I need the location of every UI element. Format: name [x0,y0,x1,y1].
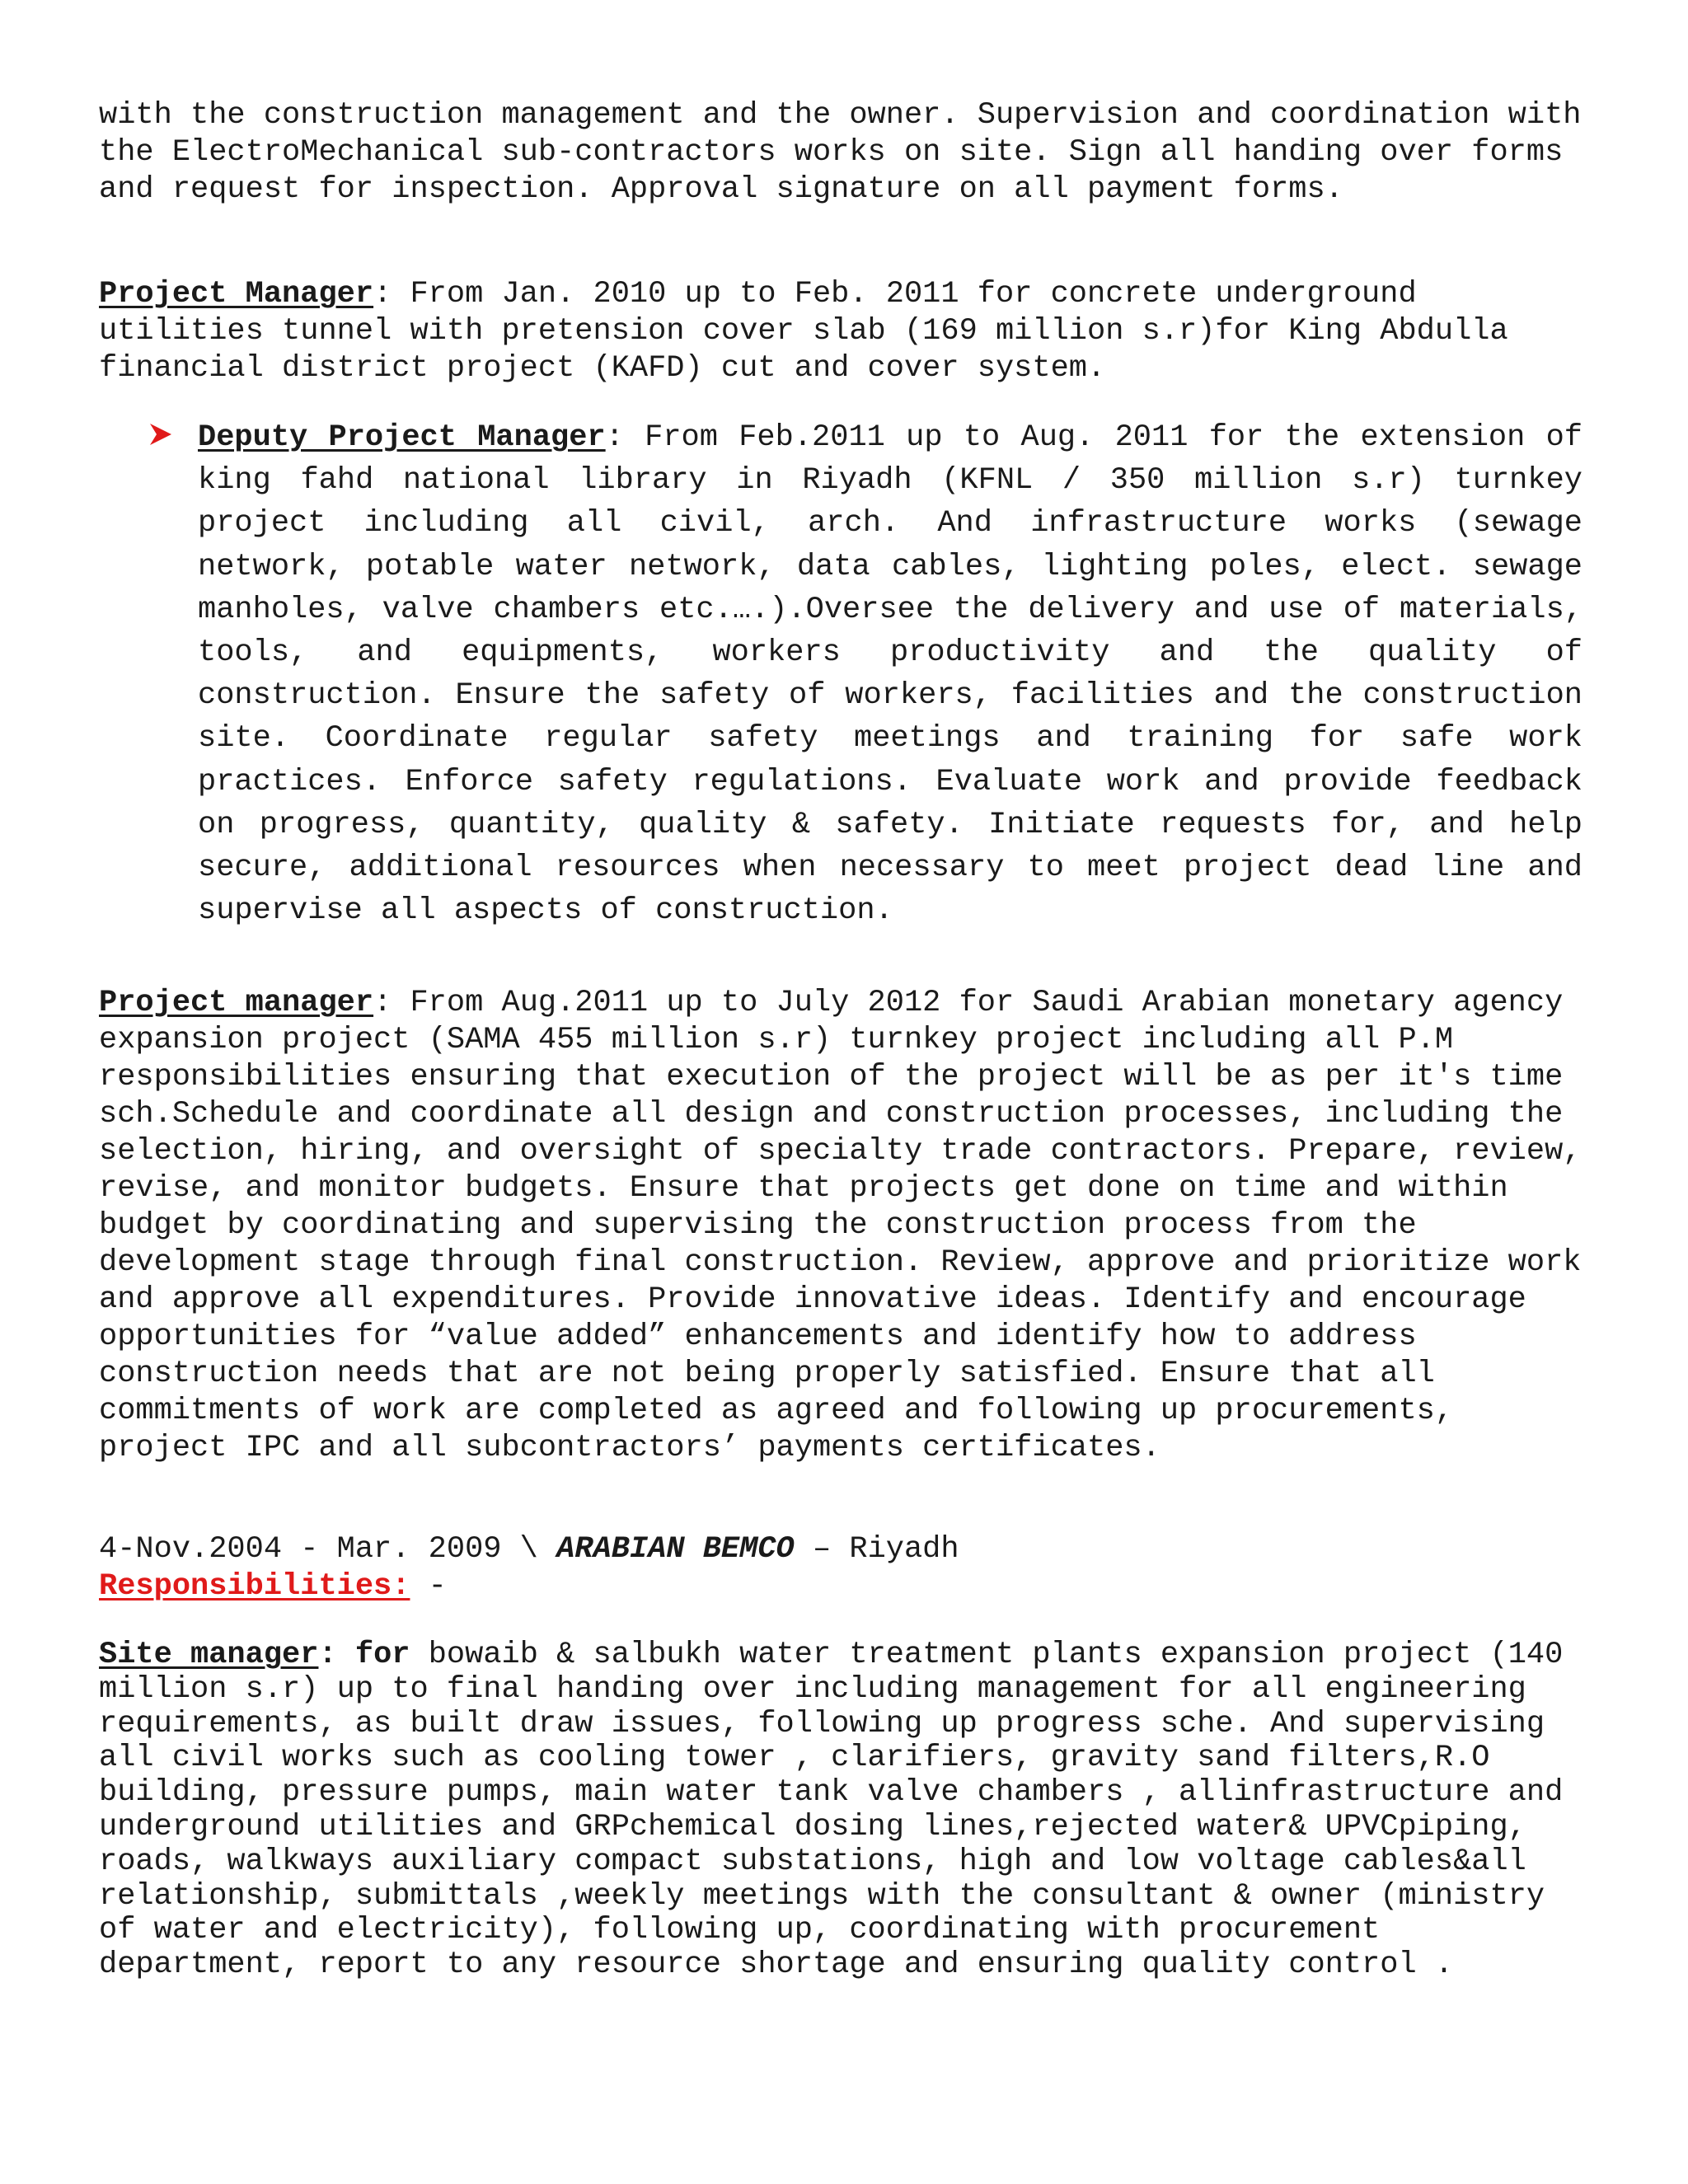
kafd-text: : From Jan. 2010 up to Feb. 2011 for concrete underground utilities tunnel with pretension cover slab (169 million s.r)for King Abdulla financial district project (KAFD) cut and cover system. [99,277,1508,386]
arrowhead-bullet-icon [148,422,173,447]
responsibilities-line [99,1568,1582,1605]
intro-paragraph [99,97,1582,209]
site-manager-text: bowaib & salbukh water treatment plants expansion project (140 million s.r) up to final handing over including management for all engineering requirements, as built draw issues, following up progress sche. And supervising all civil works such as cooling tower , clarifiers, gravity sand filters,R.O building, pressure pumps, main water tank valve chambers , allinfrastructure and underground utilities and GRPchemical dosing lines,rejected water& UPVCpiping, roads, walkways auxiliary compact substations, high and low voltage cables&all relationship, submittals ,weekly meetings with the consultant & owner (ministry of water and electricity), following up, coordinating with procurement department, report to any resource shortage and ensuring quality control . [99,1638,1564,1983]
site-manager-heading: Site manager [99,1638,319,1672]
kfnl-text: : From Feb.2011 up to Aug. 2011 for the extension of king fahd national library in Riyadh (KFNL / 350 million s.r) turnkey project including all civil, arch. And infrastructure works (sewage network, potable water network, data cables, lighting poles, elect. sewage manholes, valve chambers etc.….).Oversee the delivery and use of materials, tools, and equipments, workers productivity and the quality of construction. Ensure the safety of workers, facilities and the construction site. Coordinate regular safety meetings and training for safe work practices. Enforce safety regulations. Evaluate work and provide feedback on progress, quantity, quality & safety. Initiate requests for, and help secure, additional resources when necessary to meet project dead line and supervise all aspects of construction. [198,420,1582,929]
kfnl-paragraph [198,416,1582,932]
sama-paragraph [99,985,1582,1467]
site-manager-paragraph [99,1638,1582,1983]
site-manager-for: for [354,1638,410,1672]
intro-text: with the construction management and the owner. Supervision and coordination with the ElectroMechanical sub-contractors works on site. Sign all handing over forms and request for inspection. Approval signature on all payment forms. [99,98,1582,207]
bemco-dates: 4-Nov.2004 - Mar. 2009 \ [99,1532,557,1567]
bemco-employment-line [99,1531,1582,1568]
responsibilities-suffix: - [410,1569,447,1604]
kafd-heading: Project Manager [99,277,374,312]
site-manager-colon: : [318,1638,355,1672]
sama-heading: Project manager [99,986,374,1020]
bemco-location: – Riyadh [794,1532,959,1567]
kfnl-heading: Deputy Project Manager [198,420,606,455]
responsibilities-heading: Responsibilities: [99,1569,410,1604]
bemco-company: ARABIAN BEMCO [556,1532,795,1567]
sama-text: : From Aug.2011 up to July 2012 for Saudi Arabian monetary agency expansion project (SAMA 455 million s.r) turnkey project including all P.M responsibilities ensuring that execution of the project will be as per it's time sch.Schedule and coordinate all design and construction processes, including the selection, hiring, and oversight of specialty trade contractors. Prepare, review, revise, and monitor budgets. Ensure that projects get done on time and within budget by coordinating and supervising the construction process from the development stage through final construction. Review, approve and prioritize work and approve all expenditures. Provide innovative ideas. Identify and encourage opportunities for “value added” enhancements and identify how to address construction needs that are not being properly satisfied. Ensure that all commitments of work are completed as agreed and following up procurements, project IPC and all subcontractors’ payments certificates. [99,986,1582,1465]
kafd-paragraph [99,276,1582,387]
